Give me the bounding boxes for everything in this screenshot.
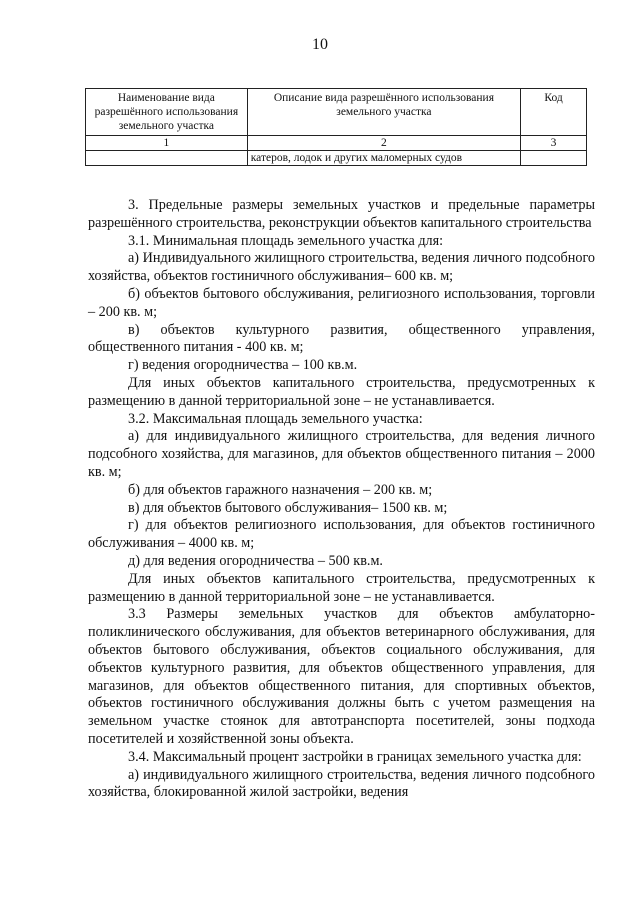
section-3-2-heading: 3.2. Максимальная площадь земельного участка:: [128, 410, 423, 427]
paragraph: а) индивидуального жилищного строительства, ведения личного подсобного хозяйства, блокированной жилой застройки, ведения: [88, 766, 595, 801]
paragraph: а) для индивидуального жилищного строительства, для ведения личного подсобного хозяйства, для магазинов, для объектов общественного питания – 2000 кв. м;: [88, 428, 595, 480]
paragraph: Для иных объектов капитального строительства, предусмотренных к размещению в данной территориальной зоне – не устанавливается.: [88, 374, 595, 409]
column-number: 2: [247, 136, 520, 151]
column-number: 1: [86, 136, 248, 151]
land-use-table: [85, 88, 587, 166]
table-column-numbers-row: [86, 136, 587, 151]
document-body: [88, 197, 595, 802]
header-code: Код: [521, 89, 587, 136]
section-3-4-heading: 3.4. Максимальный процент застройки в границах земельного участка для:: [128, 748, 582, 765]
section-3-1-heading: 3.1. Минимальная площадь земельного участка для:: [128, 232, 444, 249]
paragraph: г) ведения огородничества – 100 кв.м.: [128, 357, 358, 374]
header-usage-description: Описание вида разрешённого использования земельного участка: [247, 89, 520, 136]
table-cell: [521, 151, 587, 166]
paragraph: а) Индивидуального жилищного строительства, ведения личного подсобного хозяйства, объектов гостиничного обслуживания– 600 кв. м;: [88, 250, 595, 285]
table-row: [86, 151, 587, 166]
paragraph: в) для объектов бытового обслуживания– 1500 кв. м;: [128, 499, 448, 516]
paragraph: в) объектов культурного развития, общественного управления, общественного питания - 400 кв. м;: [88, 321, 595, 356]
paragraph: Для иных объектов капитального строительства, предусмотренных к размещению в данной территориальной зоне – не устанавливается.: [88, 570, 595, 605]
paragraph: д) для ведения огородничества – 500 кв.м.: [128, 552, 383, 569]
page-number: 10: [312, 36, 328, 53]
section-3-3-paragraph: 3.3 Размеры земельных участков для объектов амбулаторно-поликлинического обслуживания, для объектов ветеринарного обслуживания, для объектов бытового обслуживания, объектов социального обслуживания, для объектов культурного развития, для объектов общественного управления, для магазинов, для объектов общественного питания, для спортивных объектов, объектов гостиничного обслуживания должны быть с учетом размещения на земельном участке стоянок для автотранспорта посетителей, зоны подхода посетителей и хозяйственной зоны объекта.: [88, 606, 595, 747]
paragraph: г) для объектов религиозного использования, для объектов гостиничного обслуживания – 4000 кв. м;: [88, 517, 595, 552]
column-number: 3: [521, 136, 587, 151]
table-cell: [86, 151, 248, 166]
paragraph: б) для объектов гаражного назначения – 200 кв. м;: [128, 481, 433, 498]
section-3-heading: 3. Предельные размеры земельных участков и предельные параметры разрешённого строительства, реконструкции объектов капитального строительства: [88, 197, 595, 231]
table-header-row: [86, 89, 587, 136]
header-usage-name: Наименование вида разрешённого использования земельного участка: [86, 89, 248, 136]
table-cell: катеров, лодок и других маломерных судов: [247, 151, 520, 166]
paragraph: б) объектов бытового обслуживания, религиозного использования, торговли – 200 кв. м;: [88, 285, 595, 320]
